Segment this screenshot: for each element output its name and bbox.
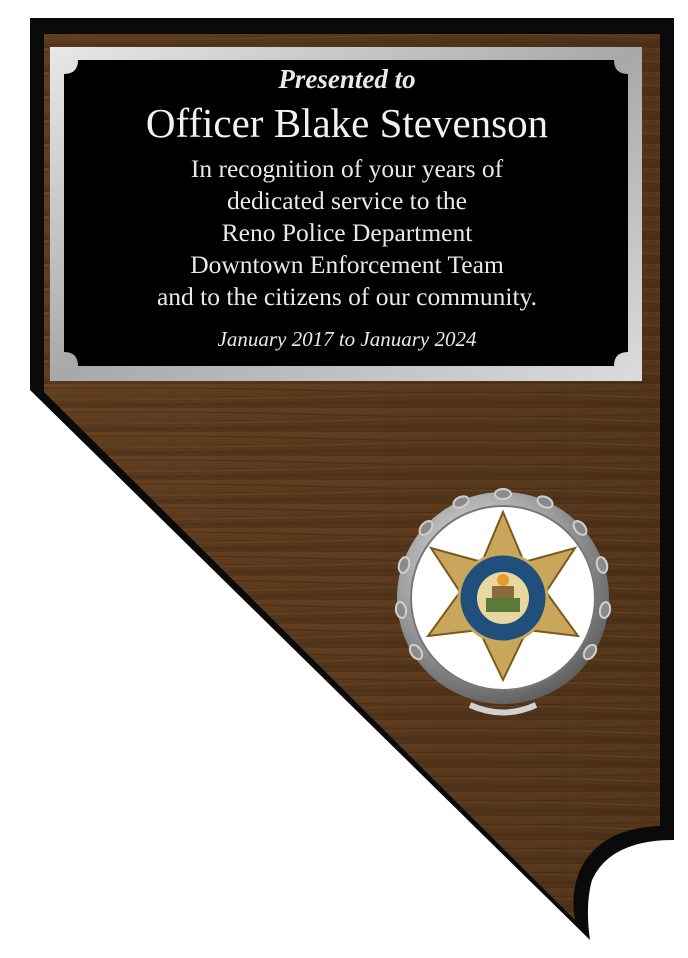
recipient-name: Officer Blake Stevenson bbox=[145, 100, 549, 146]
service-dates: January 2017 to January 2024 bbox=[217, 327, 477, 351]
dedication-line: and to the citizens of our community. bbox=[156, 282, 538, 311]
presented-to-label: Presented to bbox=[278, 64, 416, 94]
dedication-line: Downtown Enforcement Team bbox=[190, 250, 504, 279]
dedication-line: In recognition of your years of bbox=[190, 154, 504, 183]
dedication-line: Reno Police Department bbox=[221, 218, 473, 247]
dedication-text bbox=[64, 153, 630, 313]
dedication-line: dedicated service to the bbox=[226, 186, 467, 215]
